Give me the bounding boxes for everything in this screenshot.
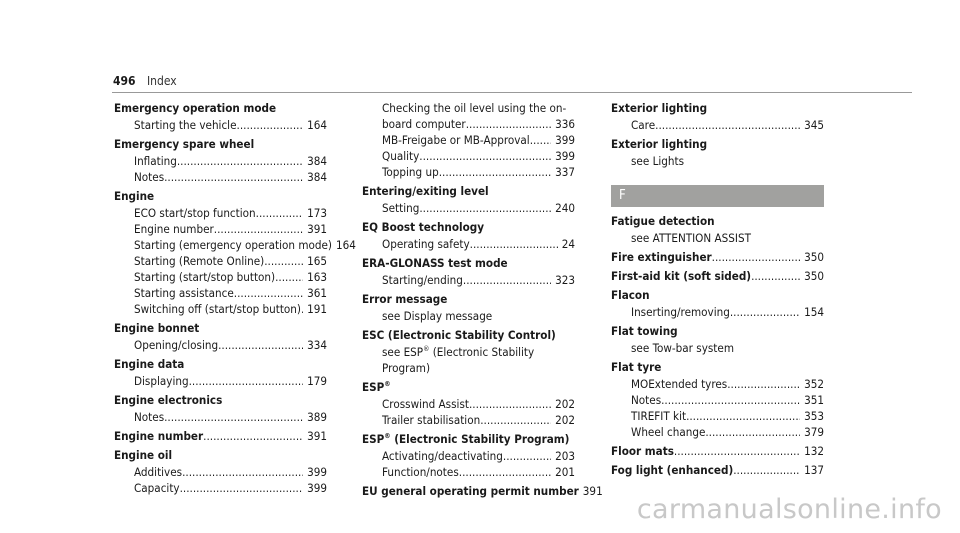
index-subentry[interactable] <box>114 169 327 185</box>
index-column-2 <box>362 100 603 502</box>
index-entry-title[interactable]: Engine <box>114 189 155 203</box>
entry-label: Fog light (enhanced) <box>611 463 734 477</box>
page-ref[interactable]: 337 <box>555 165 575 179</box>
index-entry <box>611 213 824 249</box>
entry-label: Floor mats <box>611 444 674 458</box>
index-entry <box>114 136 327 188</box>
entry-label: Starting (emergency operation mode) <box>134 238 332 252</box>
index-subentry[interactable] <box>114 337 327 353</box>
page-ref[interactable]: 164 <box>336 238 356 252</box>
entry-gap <box>362 499 575 502</box>
index-subentry[interactable] <box>362 412 575 428</box>
entry-label: Trailer stabilisation <box>382 413 481 427</box>
page-ref[interactable]: 154 <box>804 305 824 319</box>
index-entry <box>362 291 575 327</box>
index-subentry[interactable] <box>114 480 327 496</box>
dot-leader <box>237 117 304 133</box>
watermark: carmanualsonline.info <box>636 494 942 525</box>
dot-leader <box>655 117 800 133</box>
index-entry <box>611 100 824 136</box>
index-entry-title[interactable]: Engine electronics <box>114 393 223 407</box>
page-ref[interactable]: 391 <box>582 484 603 498</box>
index-entry <box>611 136 824 172</box>
index-subentry[interactable] <box>362 448 575 464</box>
dot-leader <box>182 464 303 480</box>
index-entry-title[interactable]: Error message <box>362 292 448 306</box>
entry-label: Inflating <box>134 154 177 168</box>
dot-leader <box>469 396 551 412</box>
index-entry-title[interactable]: ERA-GLONASS test mode <box>362 256 508 270</box>
index-entry-title[interactable]: Engine oil <box>114 448 173 462</box>
dot-leader <box>164 409 303 425</box>
index-entry <box>114 100 327 136</box>
entry-label: Wheel change <box>631 425 706 439</box>
dot-leader <box>686 408 800 424</box>
index-entry <box>114 356 327 392</box>
dot-leader <box>503 448 551 464</box>
registered-mark: ® <box>384 380 391 389</box>
index-entry-title <box>362 483 603 499</box>
index-entry <box>114 392 327 428</box>
page-ref[interactable]: 202 <box>555 413 575 427</box>
index-subentry[interactable] <box>114 237 356 253</box>
page-ref[interactable]: 361 <box>307 286 327 300</box>
entry-label: Crosswind Assist <box>382 397 469 411</box>
index-entry-title[interactable]: Flacon <box>611 288 650 302</box>
index-column-1 <box>114 100 356 499</box>
index-column-3 <box>611 100 824 481</box>
index-subentry[interactable] <box>114 221 327 237</box>
entry-label: Notes <box>134 410 165 424</box>
dot-leader <box>189 373 304 389</box>
index-entry <box>611 249 824 268</box>
index-entry <box>611 287 824 323</box>
entry-label: Switching off (start/stop button) <box>134 302 301 316</box>
entry-label: Starting (Remote Online) <box>134 254 265 268</box>
entry-label: Engine number <box>134 222 214 236</box>
index-subentry[interactable] <box>114 373 327 389</box>
page-ref[interactable]: 173 <box>307 206 327 220</box>
entry-label: Starting assistance <box>134 286 234 300</box>
page-ref[interactable]: 165 <box>307 254 327 268</box>
entry-label: Notes <box>134 170 165 184</box>
entry-label: Quality <box>382 149 420 163</box>
index-subentry[interactable]: see Display message <box>382 309 493 323</box>
entry-label: Setting <box>382 201 420 215</box>
index-subentry[interactable] <box>362 464 575 480</box>
index-entry-title[interactable]: Exterior lighting <box>611 137 708 151</box>
entry-label: Topping up <box>382 165 439 179</box>
index-subentry[interactable] <box>611 424 824 440</box>
dot-leader <box>733 462 800 478</box>
index-entry <box>362 219 575 255</box>
dot-leader <box>264 253 303 269</box>
page-ref[interactable]: 336 <box>555 117 575 131</box>
page-ref[interactable]: 353 <box>804 409 824 423</box>
page-ref[interactable]: 391 <box>307 222 327 236</box>
index-subentry[interactable] <box>114 253 327 269</box>
entry-label: Capacity <box>134 481 180 495</box>
index-subentry[interactable] <box>114 409 327 425</box>
index-entry-title[interactable]: EQ Boost technology <box>362 220 485 234</box>
dot-leader <box>256 205 303 221</box>
index-subentry[interactable] <box>362 148 575 164</box>
page-ref[interactable]: 389 <box>307 410 327 424</box>
index-entry <box>611 323 824 359</box>
index-entry <box>114 447 327 499</box>
entry-label: First-aid kit (soft sided) <box>611 269 752 283</box>
index-subentry[interactable] <box>362 164 575 180</box>
index-entry-title[interactable]: ESP® <box>362 380 391 394</box>
page-ref[interactable]: 202 <box>555 397 575 411</box>
index-subentry[interactable] <box>611 376 824 392</box>
page-ref[interactable]: 132 <box>804 444 824 458</box>
index-entry-title[interactable]: Engine bonnet <box>114 321 200 335</box>
entry-label: Inserting/removing <box>631 305 730 319</box>
index-subentry[interactable] <box>114 269 327 285</box>
index-subentry[interactable] <box>362 116 575 132</box>
page-ref[interactable]: 399 <box>555 149 575 163</box>
entry-gap <box>611 169 824 172</box>
section-title: Index <box>146 74 177 88</box>
page-ref[interactable]: 351 <box>804 393 824 407</box>
header-divider <box>112 92 912 93</box>
page-ref[interactable]: 399 <box>555 133 575 147</box>
dot-leader <box>164 169 303 185</box>
page-ref[interactable]: 384 <box>307 154 327 168</box>
dot-leader <box>480 412 551 428</box>
dot-leader <box>439 164 551 180</box>
page-ref[interactable]: 391 <box>307 429 327 443</box>
index-entry-title[interactable]: ESP® (Electronic Stability Program) <box>362 432 570 446</box>
letter-heading-f: F <box>611 185 824 207</box>
dot-leader <box>727 376 800 392</box>
dot-leader <box>466 116 551 132</box>
page-ref[interactable]: 179 <box>307 374 327 388</box>
index-entry <box>362 327 575 379</box>
dot-leader <box>180 480 304 496</box>
entry-label: Activating/deactivating <box>382 449 503 463</box>
page-ref[interactable]: 323 <box>555 273 575 287</box>
entry-label: Starting the vehicle <box>134 118 237 132</box>
index-subentry[interactable] <box>114 117 327 133</box>
entry-label: Engine number <box>114 429 204 443</box>
page-ref[interactable]: 350 <box>804 269 824 283</box>
index-entry <box>611 268 824 287</box>
registered-mark: ® <box>423 345 430 354</box>
page-ref[interactable]: 379 <box>804 425 824 439</box>
dot-leader <box>530 132 551 148</box>
index-subentry[interactable] <box>114 464 327 480</box>
index-entry-title[interactable]: Entering/exiting level <box>362 184 489 198</box>
dot-leader <box>705 424 800 440</box>
index-subentry[interactable]: Checking the oil level using the on- <box>382 101 567 115</box>
entry-label: Function/notes <box>382 465 459 479</box>
entry-label: Displaying <box>134 374 189 388</box>
index-subentry[interactable] <box>114 205 327 221</box>
entry-gap <box>114 496 327 499</box>
dot-leader <box>712 249 800 265</box>
index-entry-title <box>611 268 824 284</box>
page-ref[interactable]: 191 <box>307 302 327 316</box>
entry-label: Operating safety <box>382 237 470 251</box>
index-subentry[interactable] <box>362 200 575 216</box>
dot-leader <box>661 392 800 408</box>
index-entry <box>362 431 575 483</box>
index-entry <box>611 359 824 443</box>
index-subentry[interactable] <box>611 117 824 133</box>
index-subentry[interactable] <box>362 396 575 412</box>
entry-label: Starting (start/stop button) <box>134 270 276 284</box>
index-entry <box>611 443 824 462</box>
dot-leader <box>214 221 303 237</box>
index-entry-title[interactable]: Emergency operation mode <box>114 101 277 115</box>
index-subentry[interactable] <box>362 272 575 288</box>
dot-leader <box>419 148 551 164</box>
index-subentry[interactable]: see Lights <box>631 154 685 168</box>
page-ref[interactable]: 163 <box>307 270 327 284</box>
index-entry-title[interactable]: Engine data <box>114 357 185 371</box>
entry-label: Starting/ending <box>382 273 463 287</box>
page-ref[interactable]: 240 <box>555 201 575 215</box>
index-entry-title[interactable]: ESC (Electronic Stability Control) <box>362 328 556 342</box>
index-subentry[interactable]: see Tow-bar system <box>631 341 734 355</box>
entry-label: ECO start/stop function <box>134 206 256 220</box>
dot-leader <box>463 272 551 288</box>
entry-label: EU general operating permit number <box>362 484 579 498</box>
index-entry-title <box>611 443 824 459</box>
page-ref[interactable]: 201 <box>555 465 575 479</box>
index-subentry[interactable]: see ATTENTION ASSIST <box>631 231 751 245</box>
index-entry-title[interactable]: Emergency spare wheel <box>114 137 255 151</box>
entry-label: MB-Freigabe or MB-Approval <box>382 133 530 147</box>
page-ref[interactable]: 137 <box>804 463 824 477</box>
index-subentry[interactable] <box>114 153 327 169</box>
dot-leader <box>730 304 800 320</box>
dot-leader <box>203 428 303 444</box>
index-subentry[interactable] <box>114 285 327 301</box>
index-subentry[interactable] <box>114 301 327 317</box>
index-subentry[interactable] <box>611 304 824 320</box>
entry-label: TIREFIT kit <box>631 409 687 423</box>
page-ref[interactable]: 350 <box>804 250 824 264</box>
page-ref[interactable]: 203 <box>555 449 575 463</box>
dot-leader <box>751 268 800 284</box>
index-entry-title[interactable]: Flat towing <box>611 324 678 338</box>
index-entry <box>114 188 356 320</box>
dot-leader <box>459 464 551 480</box>
dot-leader <box>218 337 303 353</box>
dot-leader <box>674 443 800 459</box>
page-ref[interactable]: 384 <box>307 170 327 184</box>
entry-label: MOExtended tyres <box>631 377 728 391</box>
index-subentry[interactable] <box>611 392 824 408</box>
index-entry-title[interactable]: Exterior lighting <box>611 101 708 115</box>
index-entry <box>362 255 575 291</box>
entry-label: Fire extinguisher <box>611 250 712 264</box>
dot-leader <box>234 285 303 301</box>
index-entry-title <box>611 462 824 478</box>
dot-leader <box>275 269 303 285</box>
index-entry <box>114 320 327 356</box>
page-ref[interactable]: 352 <box>804 377 824 391</box>
index-entry <box>362 483 603 502</box>
index-subentry[interactable] <box>362 132 575 148</box>
index-entry-continuation <box>362 100 575 183</box>
entry-label: Opening/closing <box>134 338 219 352</box>
index-entry-title[interactable]: Fatigue detection <box>611 214 715 228</box>
dot-leader <box>470 236 558 252</box>
registered-mark: ® <box>384 432 391 441</box>
index-entry <box>611 462 824 481</box>
page-ref[interactable]: 399 <box>307 481 327 495</box>
page-header <box>113 74 177 88</box>
page-ref[interactable]: 334 <box>307 338 327 352</box>
index-subentry[interactable]: see ESP® (Electronic Stability Program) <box>382 345 535 375</box>
page-ref[interactable]: 345 <box>804 118 824 132</box>
entry-label: board computer <box>382 117 466 131</box>
page-ref[interactable]: 24 <box>561 237 575 251</box>
entry-label: Care <box>631 118 656 132</box>
index-entry-title[interactable]: Flat tyre <box>611 360 662 374</box>
index-entry <box>114 428 327 447</box>
index-entry <box>362 183 575 219</box>
index-subentry[interactable] <box>362 236 575 252</box>
page-number: 496 <box>113 74 136 88</box>
index-entry-title <box>611 249 824 265</box>
index-entry-title <box>114 428 327 444</box>
page-ref[interactable]: 164 <box>307 118 327 132</box>
entry-gap <box>611 478 824 481</box>
page-ref[interactable]: 399 <box>307 465 327 479</box>
entry-label: Additives <box>134 465 183 479</box>
index-entry <box>362 379 575 431</box>
dot-leader <box>419 200 551 216</box>
index-subentry[interactable] <box>611 408 824 424</box>
dot-leader <box>177 153 303 169</box>
entry-label: Notes <box>631 393 662 407</box>
